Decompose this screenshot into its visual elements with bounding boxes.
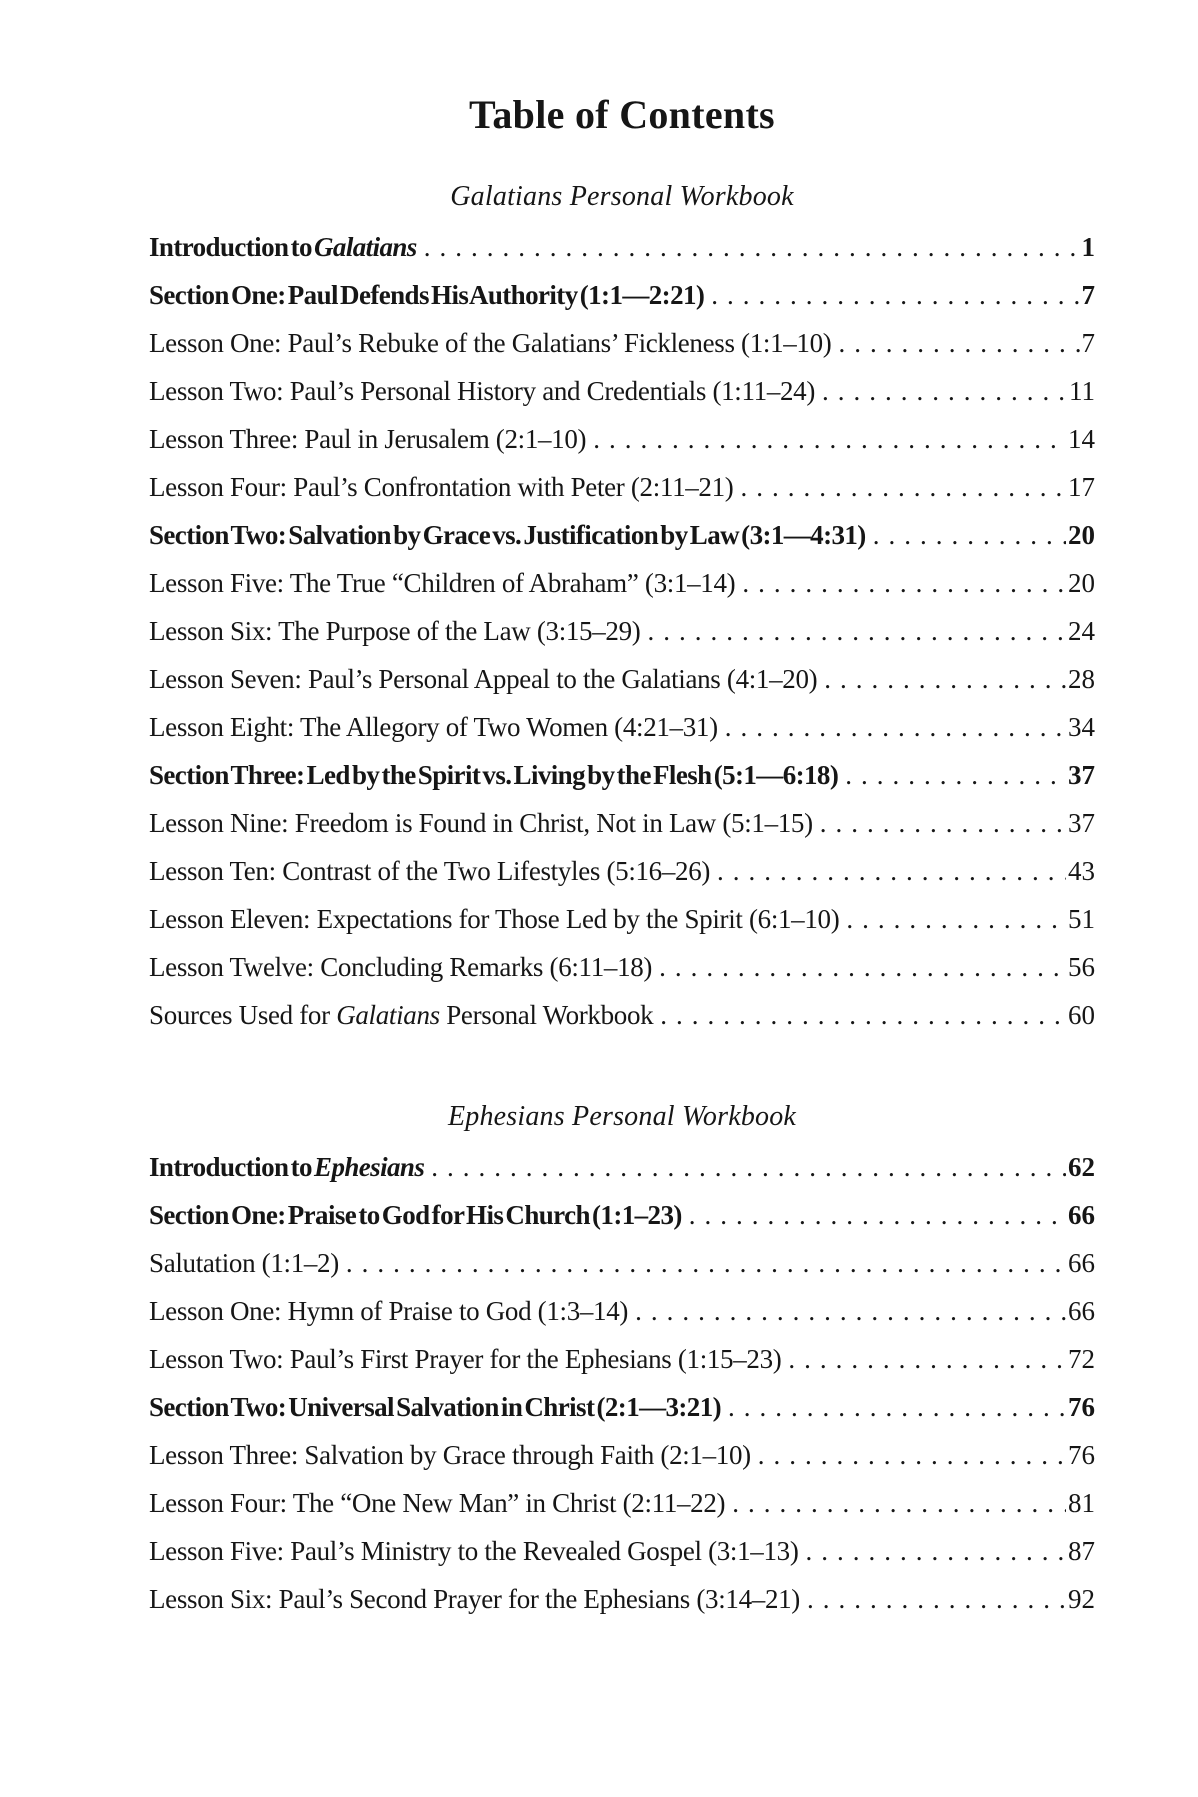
toc-entry-page-number: 60 xyxy=(1068,1000,1095,1030)
toc-entry-text: Lesson One: Hymn of Praise to God (1:3–14) xyxy=(149,1296,629,1326)
toc-entry-row xyxy=(149,655,1095,703)
dot-leader xyxy=(417,223,1080,271)
toc-entry-label xyxy=(149,1575,800,1623)
toc-entry-label xyxy=(149,943,652,991)
toc-entry-text: Section One: Praise to God for His Church (1:1–23) xyxy=(149,1200,682,1230)
toc-entry-text: Section Two: Universal Salvation in Christ (2:1—3:21) xyxy=(149,1392,722,1422)
toc-entry-italic-text: Ephesians xyxy=(314,1152,425,1182)
toc-entry-row xyxy=(149,1335,1095,1383)
toc-entry-row xyxy=(149,799,1095,847)
toc-entry-label xyxy=(149,895,839,943)
toc-entry-page-number: 66 xyxy=(1068,1248,1095,1278)
toc-entry-text: Lesson Five: Paul’s Ministry to the Revealed Gospel (3:1–13) xyxy=(149,1536,799,1566)
toc-sections xyxy=(149,180,1095,1623)
toc-entry-row xyxy=(149,751,1095,799)
toc-entry-row xyxy=(149,367,1095,415)
toc-entry-label xyxy=(149,1383,721,1431)
toc-entry-row xyxy=(149,1287,1095,1335)
toc-entry-row xyxy=(149,895,1095,943)
toc-entry-page-number: 81 xyxy=(1068,1488,1095,1518)
dot-leader xyxy=(831,319,1079,367)
toc-entry-page-number: 87 xyxy=(1068,1536,1095,1566)
toc-entry-text: Lesson Three: Paul in Jerusalem (2:1–10) xyxy=(149,424,587,454)
toc-rows xyxy=(149,1143,1095,1623)
toc-entry-text: Introduction to xyxy=(149,1152,315,1182)
toc-entry-row xyxy=(149,223,1095,271)
toc-entry-page-number: 20 xyxy=(1068,568,1095,598)
toc-entry-page-number: 76 xyxy=(1068,1392,1095,1422)
toc-entry-text: Lesson One: Paul’s Rebuke of the Galatians’ Fickleness (1:1–10) xyxy=(149,328,832,358)
dot-leader xyxy=(704,271,1079,319)
dot-leader xyxy=(815,367,1067,415)
dot-leader xyxy=(866,511,1066,559)
toc-entry-label xyxy=(149,991,653,1039)
toc-entry-label xyxy=(149,1287,628,1335)
toc-entry-page-number: 11 xyxy=(1069,376,1095,406)
toc-entry-page-number: 34 xyxy=(1068,712,1095,742)
toc-entry-text: Lesson Four: The “One New Man” in Christ (2:11–22) xyxy=(149,1488,726,1518)
toc-entry-row xyxy=(149,607,1095,655)
toc-entry-label xyxy=(149,847,710,895)
toc-entry-text: Lesson Two: Paul’s Personal History and Credentials (1:11–24) xyxy=(149,376,816,406)
toc-entry-label xyxy=(149,799,813,847)
toc-entry-row xyxy=(149,847,1095,895)
dot-leader xyxy=(813,799,1066,847)
toc-entry-row xyxy=(149,1143,1095,1191)
toc-entry-text: Salutation (1:1–2) xyxy=(149,1248,339,1278)
toc-entry-label xyxy=(149,1239,339,1287)
toc-entry-page-number: 37 xyxy=(1068,760,1095,790)
dot-leader xyxy=(781,1335,1066,1383)
toc-entry-page-number: 7 xyxy=(1081,328,1095,358)
dot-leader xyxy=(735,559,1066,607)
toc-entry-row xyxy=(149,1383,1095,1431)
dot-leader xyxy=(725,1479,1066,1527)
dot-leader xyxy=(721,1383,1066,1431)
toc-entry-text: Section Two: Salvation by Grace vs. Justification by Law (3:1—4:31) xyxy=(149,520,866,550)
toc-entry-row xyxy=(149,271,1095,319)
toc-entry-text: Section Three: Led by the Spirit vs. Living by the Flesh (5:1—6:18) xyxy=(149,760,839,790)
toc-entry-label xyxy=(149,319,831,367)
toc-entry-row xyxy=(149,1479,1095,1527)
toc-entry-italic-text: Galatians xyxy=(314,232,417,262)
toc-entry-text: Section One: Paul Defends His Authority (1:1—2:21) xyxy=(149,280,705,310)
dot-leader xyxy=(339,1239,1066,1287)
toc-entry-row xyxy=(149,991,1095,1039)
toc-entry-page-number: 20 xyxy=(1068,520,1095,550)
toc-entry-page-number: 7 xyxy=(1081,280,1095,310)
toc-entry-text: Lesson Four: Paul’s Confrontation with Peter (2:11–21) xyxy=(149,472,734,502)
toc-entry-page-number: 28 xyxy=(1068,664,1095,694)
toc-entry-row xyxy=(149,1431,1095,1479)
dot-leader xyxy=(653,991,1066,1039)
toc-entry-row xyxy=(149,559,1095,607)
toc-entry-label xyxy=(149,415,586,463)
toc-entry-text: Lesson Six: The Purpose of the Law (3:15–29) xyxy=(149,616,641,646)
toc-entry-text: Lesson Six: Paul’s Second Prayer for the Ephesians (3:14–21) xyxy=(149,1584,800,1614)
toc-section xyxy=(149,1100,1095,1623)
toc-entry-row xyxy=(149,703,1095,751)
dot-leader xyxy=(817,655,1066,703)
dot-leader xyxy=(586,415,1066,463)
toc-entry-label xyxy=(149,655,817,703)
toc-entry-row xyxy=(149,1239,1095,1287)
dot-leader xyxy=(424,1143,1066,1191)
dot-leader xyxy=(652,943,1066,991)
dot-leader xyxy=(838,751,1066,799)
toc-entry-row xyxy=(149,463,1095,511)
toc-entry-label xyxy=(149,511,866,559)
toc-entry-label xyxy=(149,271,704,319)
toc-entry-page-number: 43 xyxy=(1068,856,1095,886)
toc-rows xyxy=(149,223,1095,1039)
toc-entry-text: Lesson Seven: Paul’s Personal Appeal to the Galatians (4:1–20) xyxy=(149,664,818,694)
workbook-heading: Galatians Personal Workbook xyxy=(450,181,794,212)
toc-entry-page-number: 24 xyxy=(1068,616,1095,646)
toc-entry-row xyxy=(149,943,1095,991)
page-title: Table of Contents xyxy=(469,92,775,137)
toc-entry-label xyxy=(149,463,733,511)
toc-entry-row xyxy=(149,319,1095,367)
toc-entry-page-number: 72 xyxy=(1068,1344,1095,1374)
dot-leader xyxy=(798,1527,1066,1575)
toc-section xyxy=(149,180,1095,1039)
toc-entry-page-number: 17 xyxy=(1068,472,1095,502)
toc-entry-page-number: 37 xyxy=(1068,808,1095,838)
toc-entry-text: Lesson Five: The True “Children of Abraham” (3:1–14) xyxy=(149,568,736,598)
toc-entry-label xyxy=(149,1143,424,1191)
toc-entry-label xyxy=(149,751,838,799)
toc-entry-label xyxy=(149,367,815,415)
toc-entry-label xyxy=(149,1431,751,1479)
dot-leader xyxy=(710,847,1066,895)
toc-entry-page-number: 51 xyxy=(1068,904,1095,934)
dot-leader xyxy=(718,703,1066,751)
toc-entry-text: Lesson Three: Salvation by Grace through Faith (2:1–10) xyxy=(149,1440,751,1470)
toc-entry-page-number: 92 xyxy=(1068,1584,1095,1614)
workbook-heading: Ephesians Personal Workbook xyxy=(447,1101,797,1132)
dot-leader xyxy=(751,1431,1066,1479)
toc-entry-italic-text: Galatians xyxy=(336,1000,440,1030)
dot-leader xyxy=(733,463,1066,511)
toc-entry-page-number: 56 xyxy=(1068,952,1095,982)
dot-leader xyxy=(628,1287,1066,1335)
toc-entry-text: Lesson Ten: Contrast of the Two Lifestyles (5:16–26) xyxy=(149,856,711,886)
toc-entry-row xyxy=(149,511,1095,559)
toc-entry-row xyxy=(149,415,1095,463)
toc-entry-page-number: 62 xyxy=(1068,1152,1095,1182)
toc-entry-label xyxy=(149,1191,682,1239)
toc-entry-label xyxy=(149,703,718,751)
toc-entry-page-number: 66 xyxy=(1068,1200,1095,1230)
dot-leader xyxy=(800,1575,1066,1623)
toc-entry-label xyxy=(149,1527,798,1575)
toc-entry-row xyxy=(149,1575,1095,1623)
toc-entry-row xyxy=(149,1191,1095,1239)
toc-entry-page-number: 66 xyxy=(1068,1296,1095,1326)
toc-entry-row xyxy=(149,1527,1095,1575)
toc-entry-label xyxy=(149,559,735,607)
toc-entry-text: Lesson Two: Paul’s First Prayer for the Ephesians (1:15–23) xyxy=(149,1344,782,1374)
toc-entry-text: Lesson Twelve: Concluding Remarks (6:11–18) xyxy=(149,952,653,982)
toc-entry-text: Lesson Nine: Freedom is Found in Christ, Not in Law (5:1–15) xyxy=(149,808,813,838)
toc-entry-label xyxy=(149,223,417,271)
dot-leader xyxy=(640,607,1066,655)
dot-leader xyxy=(839,895,1066,943)
toc-entry-label xyxy=(149,1335,781,1383)
toc-entry-text: Sources Used for xyxy=(149,1000,337,1030)
toc-entry-page-number: 14 xyxy=(1068,424,1095,454)
toc-entry-text-after: Personal Workbook xyxy=(439,1000,654,1030)
toc-entry-text: Lesson Eleven: Expectations for Those Led by the Spirit (6:1–10) xyxy=(149,904,840,934)
toc-entry-text: Introduction to xyxy=(149,232,315,262)
dot-leader xyxy=(682,1191,1066,1239)
toc-entry-label xyxy=(149,607,640,655)
toc-entry-text: Lesson Eight: The Allegory of Two Women (4:21–31) xyxy=(149,712,718,742)
toc-entry-label xyxy=(149,1479,725,1527)
toc-entry-page-number: 1 xyxy=(1081,232,1095,262)
toc-entry-page-number: 76 xyxy=(1068,1440,1095,1470)
